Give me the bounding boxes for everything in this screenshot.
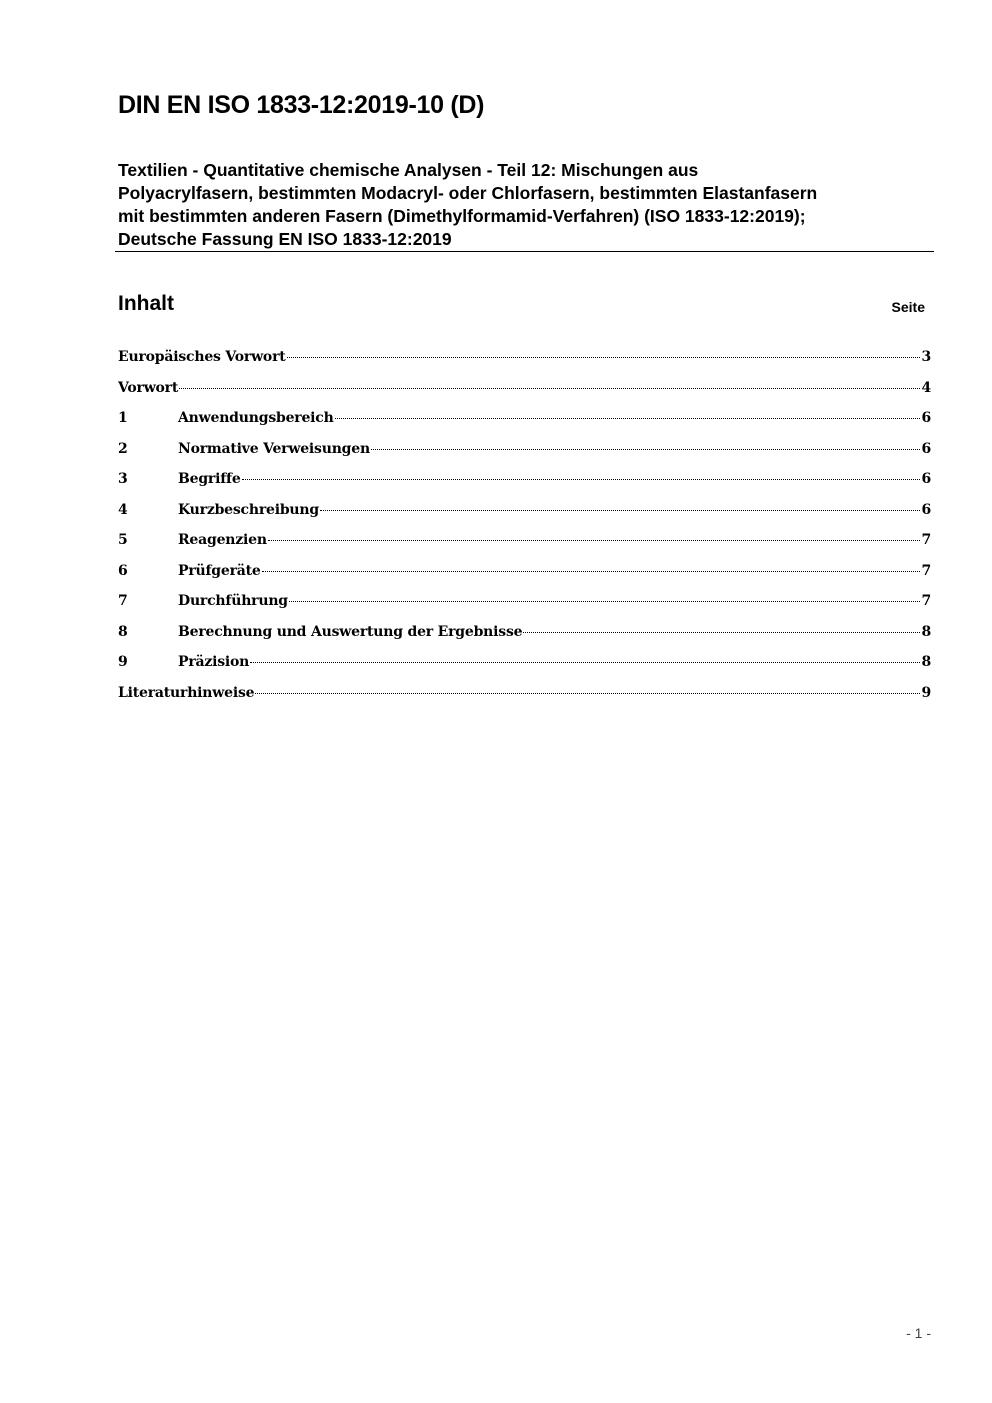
toc-entry-page: 6 (921, 471, 931, 487)
toc-leader-dots (262, 571, 921, 572)
toc-entry-number: 1 (118, 410, 128, 426)
toc-leader-dots (320, 510, 920, 511)
toc-leader-dots (250, 662, 920, 663)
toc-heading: Inhalt (118, 292, 174, 315)
toc-entry-praezision[interactable] (118, 652, 931, 683)
toc-entry-title: Anwendungsbereich (178, 410, 334, 426)
toc-entry-title: Durchführung (178, 593, 288, 609)
toc-entry-page: 9 (921, 684, 931, 701)
toc-entry-anwendungsbereich[interactable] (118, 408, 931, 439)
toc-entry-kurzbeschreibung[interactable] (118, 500, 931, 531)
toc-leader-dots (287, 357, 921, 358)
toc-leader-dots (289, 601, 921, 602)
toc-entry-page: 7 (921, 532, 931, 548)
toc-entry-title: Normative Verweisungen (178, 440, 370, 457)
toc-entry-literaturhinweise[interactable] (118, 683, 931, 714)
toc-entry-page: 6 (921, 440, 931, 457)
table-of-contents (118, 347, 931, 713)
toc-entry-number: 3 (118, 471, 128, 487)
toc-entry-title: Literaturhinweise (118, 684, 255, 701)
toc-entry-page: 8 (921, 654, 931, 670)
toc-entry-title: Präzision (178, 654, 250, 670)
toc-entry-page: 8 (921, 623, 931, 640)
toc-entry-title: Europäisches Vorwort (118, 349, 286, 365)
toc-entry-pruefgeraete[interactable] (118, 561, 931, 592)
toc-leader-dots (179, 388, 920, 389)
subtitle-line: Polyacrylfasern, bestimmten Modacryl- oder Chlorfasern, bestimmten Elastanfasern (118, 183, 818, 203)
toc-entry-title: Prüfgeräte (178, 562, 261, 579)
toc-leader-dots (523, 632, 920, 633)
toc-entry-title: Reagenzien (178, 532, 267, 548)
toc-entry-title: Begriffe (178, 471, 241, 487)
toc-entry-number: 9 (118, 654, 128, 670)
toc-entry-title: Vorwort (118, 379, 179, 396)
toc-leader-dots (335, 418, 921, 419)
toc-leader-dots (371, 449, 921, 450)
toc-entry-normative-verweisungen[interactable] (118, 439, 931, 470)
toc-entry-page: 6 (921, 410, 931, 426)
toc-entry-begriffe[interactable] (118, 469, 931, 500)
toc-entry-berechnung[interactable] (118, 622, 931, 653)
toc-entry-vorwort[interactable] (118, 378, 931, 409)
toc-entry-europaeisches-vorwort[interactable] (118, 347, 931, 378)
toc-leader-dots (268, 540, 921, 541)
toc-entry-page: 3 (921, 349, 931, 365)
page-number: - 1 - (906, 1325, 931, 1341)
toc-entry-reagenzien[interactable] (118, 530, 931, 561)
toc-entry-page: 4 (921, 379, 931, 396)
subtitle-line: mit bestimmten anderen Fasern (Dimethylformamid-Verfahren) (ISO 1833-12:2019); (118, 206, 806, 226)
toc-leader-dots (255, 693, 920, 694)
toc-entry-number: 7 (118, 593, 128, 609)
toc-entry-number: 4 (118, 501, 128, 518)
subtitle-line: Textilien - Quantitative chemische Analysen - Teil 12: Mischungen aus (118, 160, 699, 180)
toc-entry-page: 7 (921, 562, 931, 579)
toc-entry-number: 8 (118, 623, 128, 640)
toc-entry-number: 6 (118, 562, 128, 579)
toc-entry-page: 7 (921, 593, 931, 609)
document-subtitle (118, 159, 933, 251)
toc-page-label: Seite (891, 299, 925, 315)
subtitle-line: Deutsche Fassung EN ISO 1833-12:2019 (118, 229, 452, 249)
toc-entry-number: 2 (118, 440, 128, 457)
toc-leader-dots (242, 479, 921, 480)
toc-entry-page: 6 (921, 501, 931, 518)
toc-entry-durchfuehrung[interactable] (118, 591, 931, 622)
toc-entry-title: Berechnung und Auswertung der Ergebnisse (178, 623, 523, 640)
title-divider (115, 251, 934, 252)
document-title: DIN EN ISO 1833-12:2019-10 (D) (118, 91, 485, 119)
toc-entry-number: 5 (118, 532, 128, 548)
toc-entry-title: Kurzbeschreibung (178, 501, 319, 518)
